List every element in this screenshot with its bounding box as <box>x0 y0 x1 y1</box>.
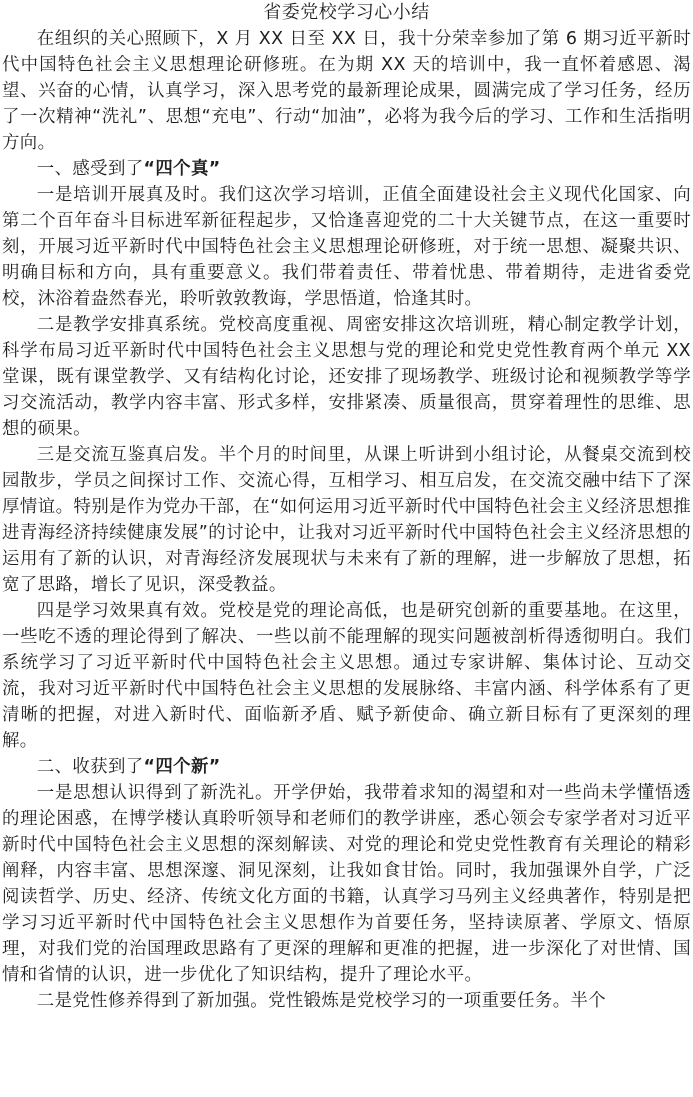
section-1-paragraph-4: 四是学习效果真有效。党校是党的理论高低，也是研究创新的重要基地。在这里，一些吃不透的理论得到了解决、一些以前不能理解的现实问题被剖析得透彻明白。我们系统学习了习近平新时代中国特色社会主义思想。通过专家讲解、集体讨论、互动交流，我对习近平新时代中国特色社会主义思想的发展脉络、丰富内涵、科学体系有了更清晰的把握，对进入新时代、面临新矛盾、赋予新使命、确立新目标有了更深刻的理解。 <box>2 601 691 751</box>
section-1-heading-prefix: 一、感受到了 <box>36 159 144 179</box>
document-title: 省委党校学习心小结 <box>263 2 430 23</box>
section-2-paragraph-2: 二是党性修养得到了新加强。党性锻炼是党校学习的一项重要任务。半个 <box>36 991 607 1011</box>
section-1-paragraph-2: 二是教学安排真系统。党校高度重视、周密安排这次培训班，精心制定教学计划，科学布局习近平新时代中国特色社会主义思想与党的理论和党史党性教育两个单元 XX 堂课，既有课堂教学、又有结构化讨论，还安排了现场教学、班级讨论和视频教学等学习交流活动，教学内容丰富、形式多样，安排紧凑、质量很高，贯穿着理性的思维、思想的硕果。 <box>2 315 691 439</box>
section-2-heading <box>2 754 691 780</box>
section-1-heading-quoted: “四个真” <box>143 159 221 179</box>
section-1-paragraph-3: 三是交流互鉴真启发。半个月的时间里，从课上听讲到小组讨论，从餐桌交流到校园散步，学员之间探讨工作、交流心得，互相学习、相互启发，在交流交融中结下了深厚情谊。特别是作为党办干部，在“如何运用习近平新时代中国特色社会主义经济思想推进青海经济持续健康发展”的讨论中，让我对习近平新时代中国特色社会主义经济思想的运用有了新的认识，对青海经济发展现状与未来有了新的理解，进一步解放了思想，拓宽了思路，增长了见识，深受教益。 <box>2 445 691 595</box>
section-1-paragraph-1: 一是培训开展真及时。我们这次学习培训，正值全面建设社会主义现代化国家、向第二个百年奋斗目标进军新征程起步，又恰逢喜迎党的二十大关键节点，在这一重要时刻，开展习近平新时代中国特色社会主义思想理论研修班，对于统一思想、凝聚共识、明确目标和方向，具有重要意义。我们带着责任、带着忧患、带着期待，走进省委党校，沐浴着盎然春光，聆听敦敦教诲，学思悟道，恰逢其时。 <box>2 185 691 309</box>
section-2-heading-prefix: 二、收获到了 <box>36 757 144 777</box>
section-2-heading-quoted: “四个新” <box>143 757 221 777</box>
intro-paragraph: 在组织的关心照顾下，X 月 XX 日至 XX 日，我十分荣幸参加了第 6 期习近平新时代中国特色社会主义思想理论研修班。在为期 XX 天的培训中，我一直怀着感恩、渴望、兴奋的心情，认真学习，深入思考党的最新理论成果，圆满完成了学习任务，经历了一次精神“洗礼”、思想“充电”、行动“加油”，必将为我今后的学习、工作和生活指明方向。 <box>2 29 691 153</box>
section-1-heading <box>2 156 691 182</box>
section-2-paragraph-1: 一是思想认识得到了新洗礼。开学伊始，我带着求知的渴望和对一些尚未学懂悟透的理论困惑，在博学楼认真聆听领导和老师们的教学讲座，悉心领会专家学者对习近平新时代中国特色社会主义思想的深刻解读、对党的理论和党史党性教育有关理论的精彩阐释，内容丰富、思想深邃、洞见深刻，让我如食甘饴。同时，我加强课外自学，广泛阅读哲学、历史、经济、传统文化方面的书籍，认真学习马列主义经典著作，特别是把学习习近平新时代中国特色社会主义思想作为首要任务，坚持读原著、学原文、悟原理，对我们党的治国理政思路有了更深的理解和更准的把握，进一步深化了对世情、国情和省情的认识，进一步优化了知识结构，提升了理论水平。 <box>2 783 691 985</box>
